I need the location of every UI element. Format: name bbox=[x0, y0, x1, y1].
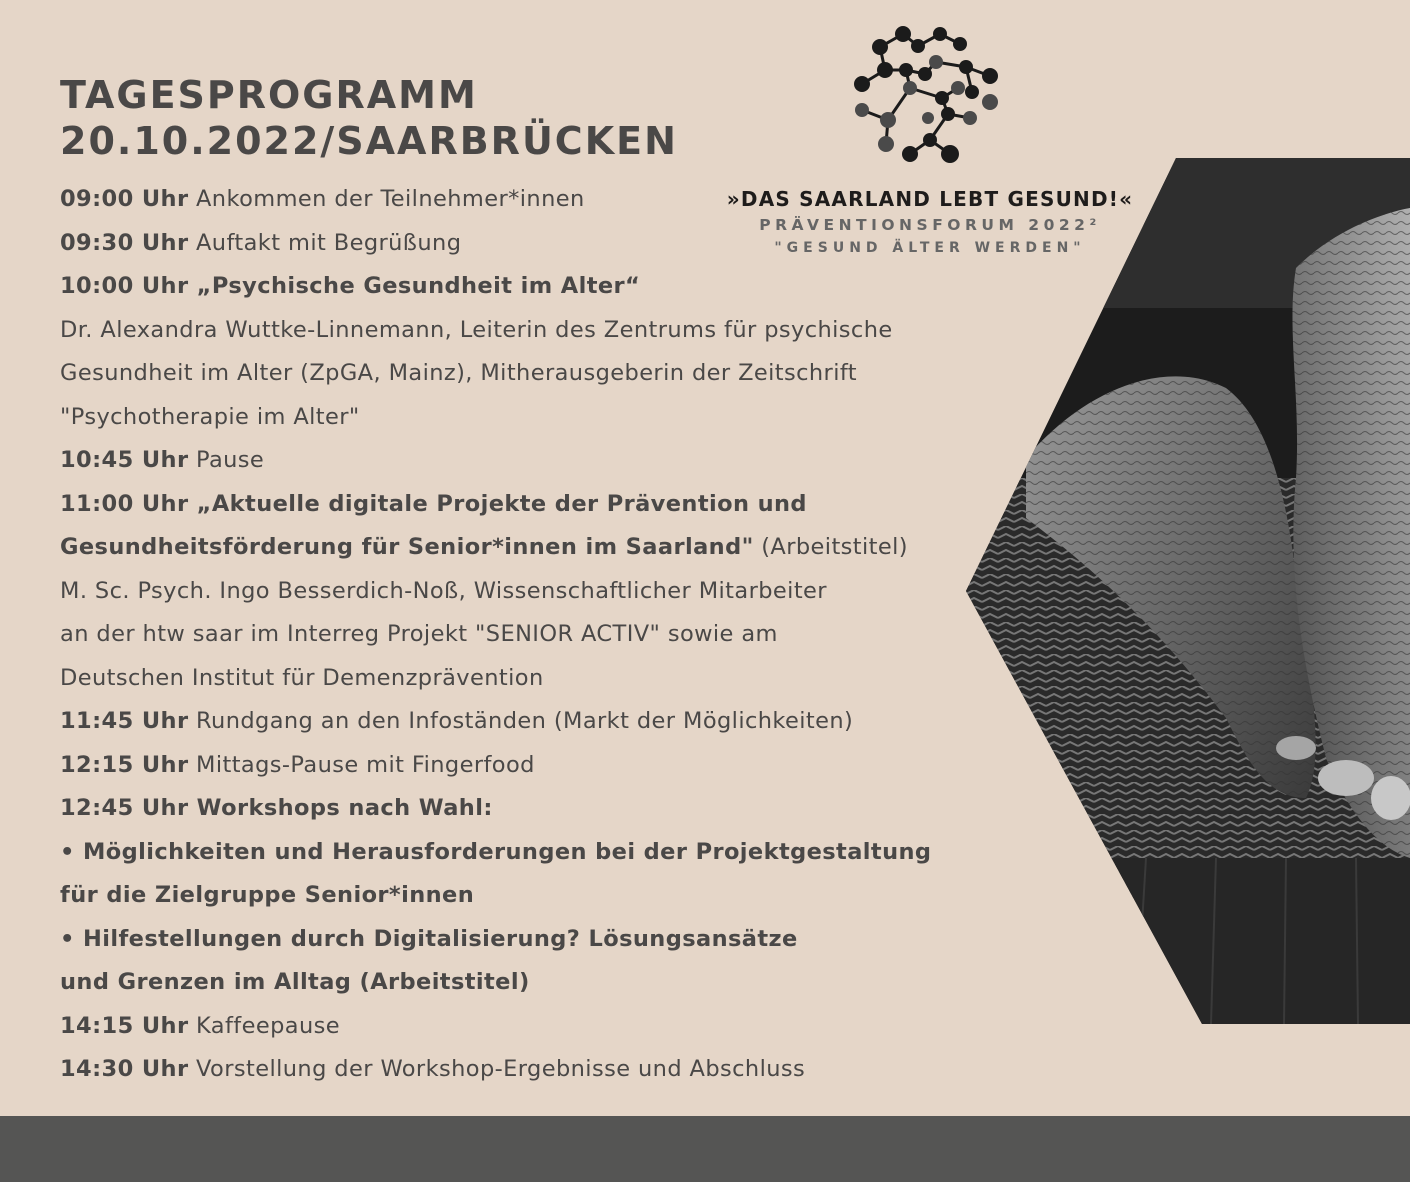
program-title: Workshops nach Wahl: bbox=[188, 795, 493, 821]
program-line bbox=[60, 439, 960, 483]
title-line-2: 20.10.2022/SAARBRÜCKEN bbox=[60, 119, 678, 163]
program-line bbox=[60, 700, 960, 744]
program-line bbox=[60, 874, 960, 918]
program-title: für die Zielgruppe Senior*innen bbox=[60, 882, 475, 908]
program-time: 12:45 Uhr bbox=[60, 795, 189, 821]
footer-bar bbox=[0, 1116, 1410, 1182]
program-text: Dr. Alexandra Wuttke-Linnemann, Leiterin des Zentrums für psychische bbox=[60, 316, 893, 343]
program-text: Pause bbox=[188, 447, 265, 473]
program-line bbox=[60, 657, 960, 701]
program-line bbox=[60, 744, 960, 788]
program-time: 10:00 Uhr bbox=[60, 273, 189, 299]
program-time: 14:15 Uhr bbox=[60, 1012, 189, 1039]
program-time: 09:30 Uhr bbox=[60, 229, 189, 256]
program-text: "Psychotherapie im Alter" bbox=[60, 403, 360, 430]
program-line bbox=[60, 613, 960, 657]
title-line-1: TAGESPROGRAMM bbox=[60, 73, 478, 117]
program-text: Mittags-Pause mit Fingerfood bbox=[188, 751, 535, 778]
program-text: (Arbeitstitel) bbox=[753, 534, 908, 560]
program-text: Auftakt mit Begrüßung bbox=[188, 229, 462, 256]
program-text: Gesundheit im Alter (ZpGA, Mainz), Mitherausgeberin der Zeitschrift bbox=[60, 360, 858, 386]
program-line bbox=[60, 961, 960, 1005]
program-text: Deutschen Institut für Demenzprävention bbox=[60, 664, 544, 691]
program-title: und Grenzen im Alltag (Arbeitstitel) bbox=[60, 969, 530, 995]
program-text: an der htw saar im Interreg Projekt "SENIOR ACTIV" sowie am bbox=[60, 621, 778, 647]
program-time: 11:45 Uhr bbox=[60, 708, 189, 734]
program-line bbox=[60, 178, 960, 222]
program-time: 12:15 Uhr bbox=[60, 751, 189, 778]
brand-subtitle-2: "GESUND ÄLTER WERDEN" bbox=[774, 240, 1086, 256]
program-line bbox=[60, 483, 960, 527]
program-text: Ankommen der Teilnehmer*innen bbox=[188, 186, 585, 212]
program-line bbox=[60, 570, 960, 614]
program-line bbox=[60, 352, 960, 396]
program-line bbox=[60, 396, 960, 440]
program-line bbox=[60, 1048, 960, 1092]
program-title: • Möglichkeiten und Herausforderungen bei der Projektgestaltung bbox=[60, 838, 932, 865]
program-time: 09:00 Uhr bbox=[60, 186, 189, 212]
program-time: 14:30 Uhr bbox=[60, 1056, 189, 1082]
program-line bbox=[60, 831, 960, 875]
program-line bbox=[60, 918, 960, 962]
program-text: M. Sc. Psych. Ingo Besserdich-Noß, Wissenschaftlicher Mitarbeiter bbox=[60, 577, 827, 604]
program-line bbox=[60, 526, 960, 570]
brand-title: »DAS SAARLAND LEBT GESUND!« bbox=[726, 187, 1134, 211]
hands-photo bbox=[966, 158, 1410, 1024]
program-text: Rundgang an den Infoständen (Markt der Möglichkeiten) bbox=[188, 708, 854, 734]
brand-subtitle: PRÄVENTIONSFORUM 2022² bbox=[759, 216, 1101, 234]
program-title: „Aktuelle digitale Projekte der Prävention und bbox=[188, 490, 807, 517]
program-list bbox=[60, 178, 960, 1092]
program-title: „Psychische Gesundheit im Alter“ bbox=[188, 273, 641, 299]
program-title: • Hilfestellungen durch Digitalisierung? Lösungsansätze bbox=[60, 925, 798, 952]
program-text: Kaffeepause bbox=[188, 1012, 340, 1039]
program-line bbox=[60, 787, 960, 831]
program-title: Gesundheitsförderung für Senior*innen im Saarland" bbox=[60, 534, 754, 560]
page-title bbox=[60, 72, 678, 164]
program-line bbox=[60, 265, 960, 309]
program-time: 11:00 Uhr bbox=[60, 490, 189, 517]
program-line bbox=[60, 309, 960, 353]
molecule-logo-icon bbox=[840, 14, 1020, 174]
program-time: 10:45 Uhr bbox=[60, 447, 189, 473]
program-line bbox=[60, 1005, 960, 1049]
program-text: Vorstellung der Workshop-Ergebnisse und Abschluss bbox=[188, 1056, 806, 1082]
program-line bbox=[60, 222, 960, 266]
